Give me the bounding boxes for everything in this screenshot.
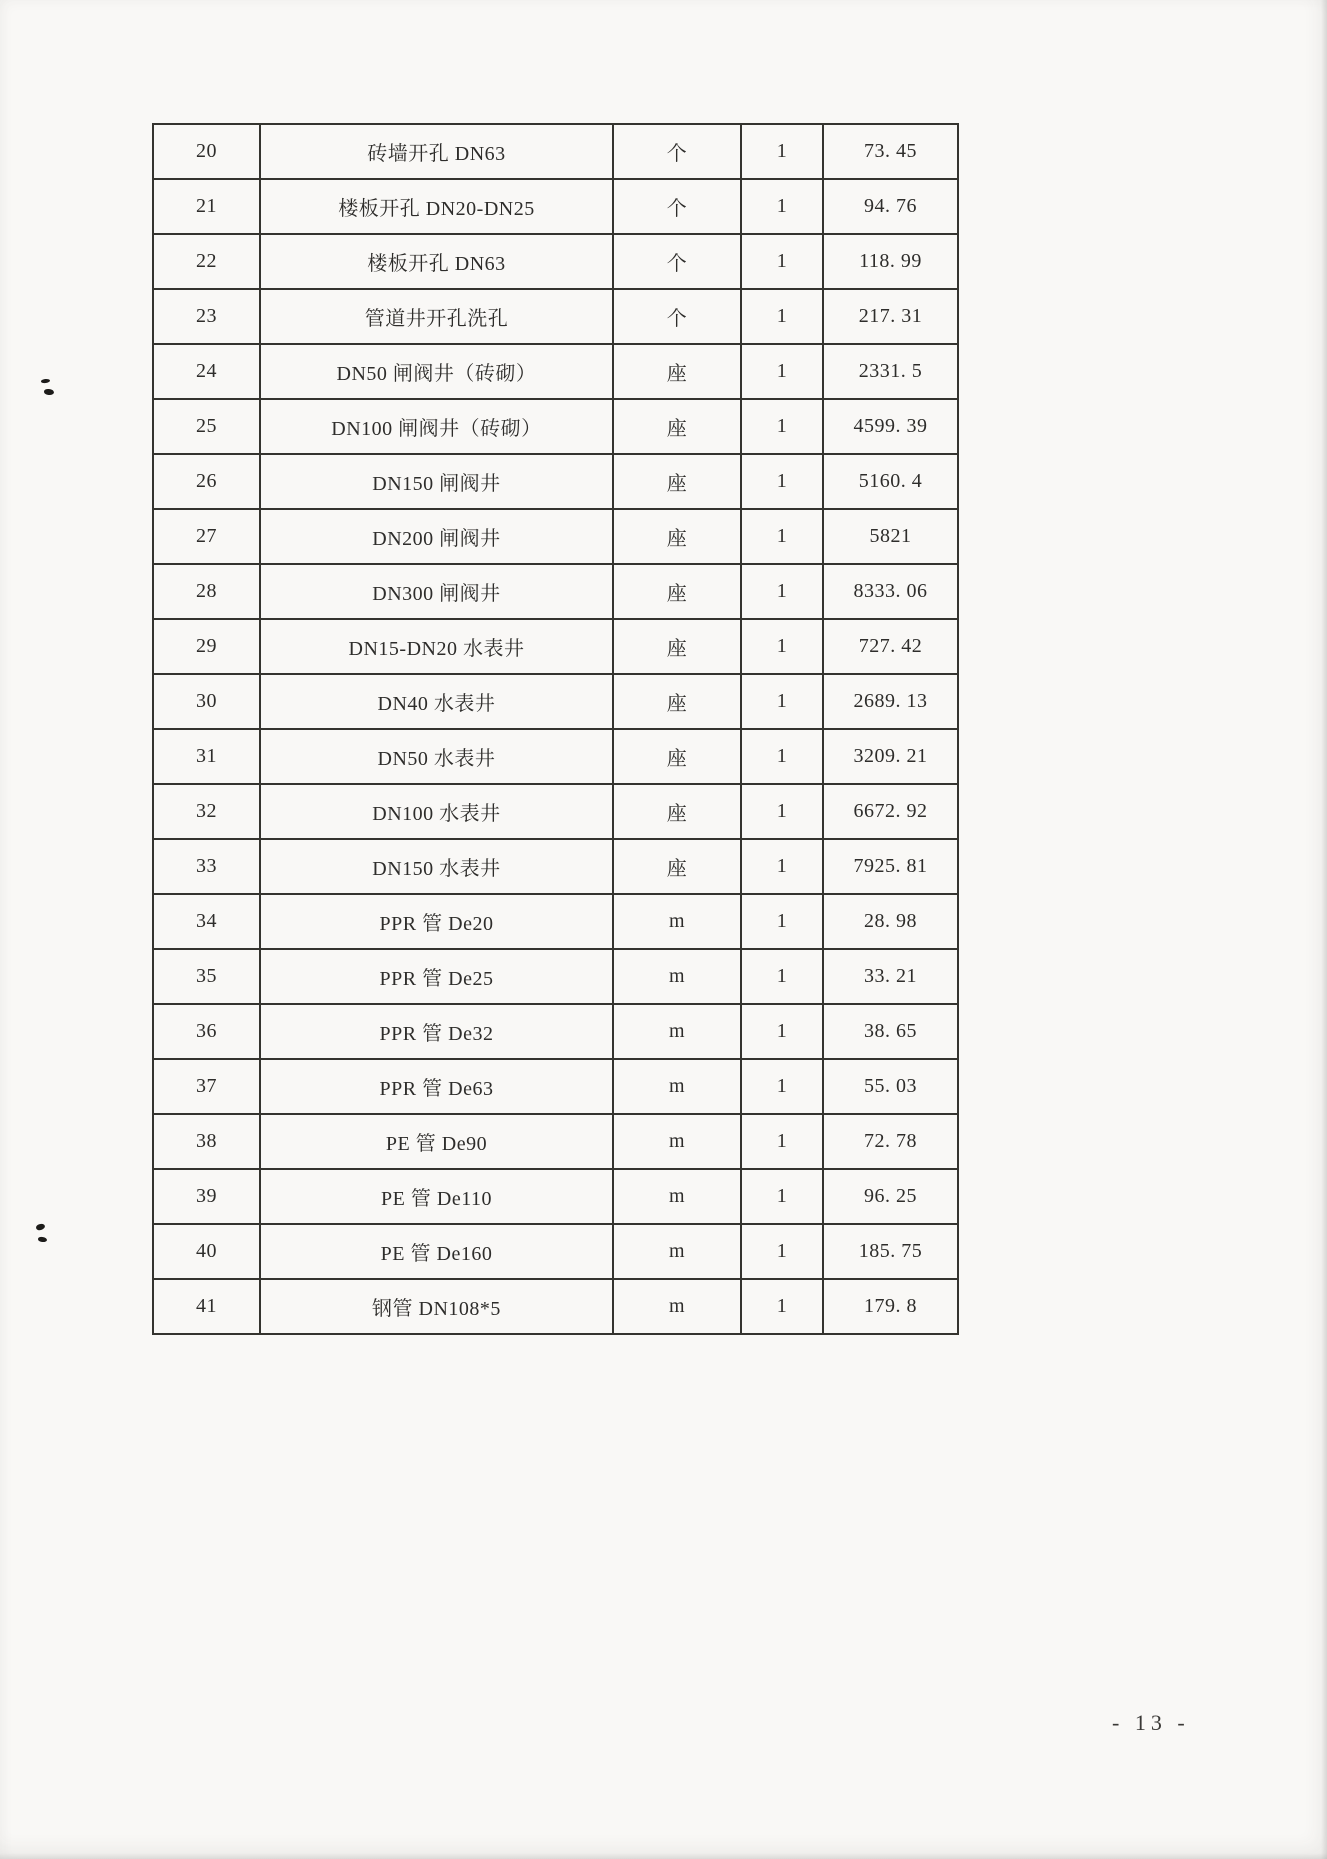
table-row [153, 619, 958, 674]
cell-no: 22 [153, 234, 260, 289]
cell-qty: 1 [741, 894, 823, 949]
cell-unit: 个 [613, 234, 741, 289]
cell-qty: 1 [741, 1224, 823, 1279]
cell-name: DN50 闸阀井（砖砌） [260, 344, 613, 399]
table-row [153, 894, 958, 949]
table-row [153, 784, 958, 839]
cell-name: PPR 管 De32 [260, 1004, 613, 1059]
cell-price: 8333. 06 [823, 564, 958, 619]
cell-price: 185. 75 [823, 1224, 958, 1279]
cell-price: 7925. 81 [823, 839, 958, 894]
cell-price: 33. 21 [823, 949, 958, 1004]
cell-name: 楼板开孔 DN63 [260, 234, 613, 289]
cell-no: 30 [153, 674, 260, 729]
cell-unit: 座 [613, 674, 741, 729]
cell-name: PPR 管 De20 [260, 894, 613, 949]
table-row [153, 1004, 958, 1059]
table-row [153, 949, 958, 1004]
cell-price: 28. 98 [823, 894, 958, 949]
cell-unit: 座 [613, 344, 741, 399]
cell-unit: m [613, 1224, 741, 1279]
cell-unit: m [613, 949, 741, 1004]
cell-price: 5821 [823, 509, 958, 564]
table-row [153, 1279, 958, 1334]
cell-unit: 座 [613, 729, 741, 784]
cell-no: 40 [153, 1224, 260, 1279]
cell-price: 96. 25 [823, 1169, 958, 1224]
table-row [153, 344, 958, 399]
cell-unit: 个 [613, 179, 741, 234]
cell-name: PPR 管 De25 [260, 949, 613, 1004]
cell-unit: m [613, 1279, 741, 1334]
cell-name: 管道井开孔洗孔 [260, 289, 613, 344]
ink-speck [41, 378, 50, 383]
cell-qty: 1 [741, 344, 823, 399]
cell-name: DN100 闸阀井（砖砌） [260, 399, 613, 454]
cell-no: 41 [153, 1279, 260, 1334]
cell-no: 37 [153, 1059, 260, 1114]
ink-speck [38, 1237, 47, 1243]
cell-no: 34 [153, 894, 260, 949]
cell-no: 33 [153, 839, 260, 894]
cell-price: 73. 45 [823, 124, 958, 179]
cell-price: 55. 03 [823, 1059, 958, 1114]
ink-speck [44, 389, 54, 396]
cell-no: 39 [153, 1169, 260, 1224]
items-table [152, 123, 959, 1335]
cell-name: DN200 闸阀井 [260, 509, 613, 564]
table-row [153, 124, 958, 179]
cell-unit: 座 [613, 509, 741, 564]
scan-edge-bottom [0, 1853, 1327, 1859]
cell-qty: 1 [741, 949, 823, 1004]
cell-no: 29 [153, 619, 260, 674]
cell-no: 24 [153, 344, 260, 399]
table-row [153, 179, 958, 234]
cell-name: PE 管 De110 [260, 1169, 613, 1224]
cell-qty: 1 [741, 509, 823, 564]
cell-qty: 1 [741, 1004, 823, 1059]
page-number: - 13 - [1112, 1710, 1190, 1735]
cell-qty: 1 [741, 124, 823, 179]
cell-name: PPR 管 De63 [260, 1059, 613, 1114]
cell-name: DN100 水表井 [260, 784, 613, 839]
cell-no: 31 [153, 729, 260, 784]
cell-no: 20 [153, 124, 260, 179]
cell-qty: 1 [741, 729, 823, 784]
cell-no: 32 [153, 784, 260, 839]
cell-qty: 1 [741, 179, 823, 234]
cell-price: 2331. 5 [823, 344, 958, 399]
cell-unit: m [613, 1169, 741, 1224]
cell-price: 179. 8 [823, 1279, 958, 1334]
table-row [153, 1114, 958, 1169]
cell-unit: 座 [613, 784, 741, 839]
cell-qty: 1 [741, 784, 823, 839]
scan-edge-right [1321, 0, 1327, 1859]
cell-price: 6672. 92 [823, 784, 958, 839]
cell-no: 23 [153, 289, 260, 344]
cell-name: PE 管 De90 [260, 1114, 613, 1169]
cell-unit: m [613, 1059, 741, 1114]
cell-unit: m [613, 1114, 741, 1169]
cell-no: 35 [153, 949, 260, 1004]
cell-qty: 1 [741, 289, 823, 344]
cell-price: 2689. 13 [823, 674, 958, 729]
cell-price: 118. 99 [823, 234, 958, 289]
ink-speck [35, 1223, 46, 1232]
cell-qty: 1 [741, 399, 823, 454]
cell-unit: 个 [613, 289, 741, 344]
cell-no: 25 [153, 399, 260, 454]
cell-unit: m [613, 894, 741, 949]
cell-no: 36 [153, 1004, 260, 1059]
cell-name: 砖墙开孔 DN63 [260, 124, 613, 179]
cell-price: 3209. 21 [823, 729, 958, 784]
cell-unit: 座 [613, 564, 741, 619]
cell-price: 217. 31 [823, 289, 958, 344]
cell-name: DN150 闸阀井 [260, 454, 613, 509]
table-row [153, 454, 958, 509]
cell-name: DN15-DN20 水表井 [260, 619, 613, 674]
cell-qty: 1 [741, 1169, 823, 1224]
table-row [153, 564, 958, 619]
cell-price: 727. 42 [823, 619, 958, 674]
cell-qty: 1 [741, 1059, 823, 1114]
cell-unit: 座 [613, 619, 741, 674]
table-row [153, 509, 958, 564]
cell-unit: 座 [613, 839, 741, 894]
cell-qty: 1 [741, 619, 823, 674]
cell-no: 27 [153, 509, 260, 564]
cell-no: 26 [153, 454, 260, 509]
cell-price: 4599. 39 [823, 399, 958, 454]
cell-price: 38. 65 [823, 1004, 958, 1059]
cell-name: 楼板开孔 DN20-DN25 [260, 179, 613, 234]
cell-unit: 座 [613, 399, 741, 454]
table-row [153, 234, 958, 289]
items-table-body [153, 124, 958, 1334]
table-row [153, 1059, 958, 1114]
cell-price: 94. 76 [823, 179, 958, 234]
cell-qty: 1 [741, 839, 823, 894]
table-row [153, 399, 958, 454]
cell-qty: 1 [741, 1114, 823, 1169]
cell-unit: m [613, 1004, 741, 1059]
cell-qty: 1 [741, 234, 823, 289]
cell-name: DN300 闸阀井 [260, 564, 613, 619]
cell-name: DN40 水表井 [260, 674, 613, 729]
table-row [153, 1224, 958, 1279]
cell-no: 21 [153, 179, 260, 234]
cell-qty: 1 [741, 1279, 823, 1334]
cell-no: 28 [153, 564, 260, 619]
cell-name: DN150 水表井 [260, 839, 613, 894]
cell-name: 钢管 DN108*5 [260, 1279, 613, 1334]
table-row [153, 674, 958, 729]
table-row [153, 289, 958, 344]
table-row [153, 839, 958, 894]
cell-name: DN50 水表井 [260, 729, 613, 784]
table-row [153, 1169, 958, 1224]
cell-qty: 1 [741, 564, 823, 619]
cell-price: 72. 78 [823, 1114, 958, 1169]
table-row [153, 729, 958, 784]
cell-unit: 个 [613, 124, 741, 179]
cell-price: 5160. 4 [823, 454, 958, 509]
cell-qty: 1 [741, 674, 823, 729]
cell-no: 38 [153, 1114, 260, 1169]
cell-qty: 1 [741, 454, 823, 509]
cell-unit: 座 [613, 454, 741, 509]
cell-name: PE 管 De160 [260, 1224, 613, 1279]
